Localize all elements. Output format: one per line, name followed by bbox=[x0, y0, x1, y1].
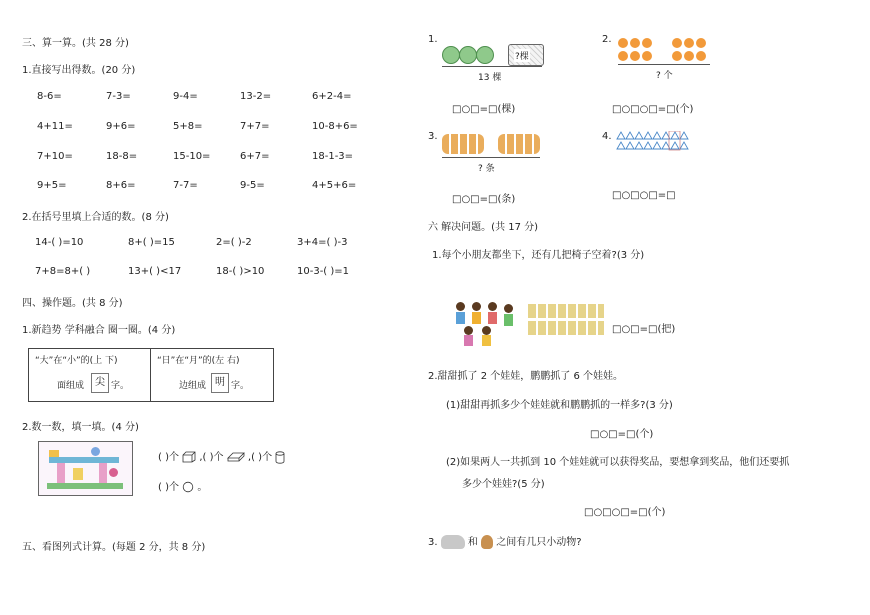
calc-item: 9+6= bbox=[106, 121, 136, 132]
box-left-line1[interactable]: “大”在“小”的(上 下) bbox=[35, 356, 118, 366]
picture-problem-3-number: 3. bbox=[428, 131, 438, 142]
section-3-title: 三、算一算。(共 28 分) bbox=[22, 38, 129, 49]
sphere-icon bbox=[182, 481, 194, 493]
section-6-title: 六 解决问题。(共 17 分) bbox=[428, 222, 539, 233]
calc-item: 4+5+6= bbox=[312, 180, 357, 191]
box-right-line2b: 字。 bbox=[231, 381, 250, 391]
calc-item: 8+6= bbox=[106, 180, 136, 191]
count-sphere-text[interactable]: ( )个 bbox=[158, 482, 179, 493]
picture-problem-4-number: 4. bbox=[602, 131, 612, 142]
fish-total: ? 条 bbox=[478, 164, 495, 174]
box-divider bbox=[150, 349, 151, 401]
count-cube-text[interactable]: ( )个 bbox=[158, 452, 179, 463]
triangles-image bbox=[616, 131, 690, 151]
basket-label: ?棵 bbox=[514, 49, 530, 62]
question-62-1: (1)甜甜再抓多少个娃娃就和鹏鹏抓的一样多?(3 分) bbox=[446, 400, 673, 411]
formula-61[interactable]: □○□=□(把) bbox=[612, 324, 676, 335]
fish-image bbox=[442, 134, 542, 160]
box-left-line2a: 面组成 bbox=[57, 381, 85, 391]
question-62-2-line1: (2)如果两人一共抓到 10 个娃娃就可以获得奖品，要想拿到奖品，他们还要抓 bbox=[446, 457, 790, 468]
calc-item: 7-3= bbox=[106, 91, 131, 102]
question-63-and: 和 bbox=[467, 537, 478, 548]
section-5-title: 五、看图列式计算。(每题 2 分，共 8 分) bbox=[22, 542, 206, 553]
question-42-title: 2.数一数，填一填。(4 分) bbox=[22, 422, 139, 433]
formula-2[interactable]: □○□○□=□(个) bbox=[612, 104, 694, 115]
calc-item: 7-7= bbox=[173, 180, 198, 191]
character-jian: 尖 bbox=[91, 373, 109, 393]
calc-item: 13-2= bbox=[240, 91, 272, 102]
count-sphere-end: 。 bbox=[197, 482, 208, 493]
question-61: 1.每个小朋友都坐下，还有几把椅子空着?(3 分) bbox=[432, 250, 645, 261]
children-image bbox=[452, 300, 520, 348]
calc-item: 6+2-4= bbox=[312, 91, 352, 102]
fill-item[interactable]: 13+( )<17 bbox=[128, 266, 182, 277]
calc-item: 18-8= bbox=[106, 151, 138, 162]
fill-item[interactable]: 8+( )=15 bbox=[128, 237, 175, 248]
fill-item[interactable]: 2=( )-2 bbox=[216, 237, 252, 248]
box-right-line2a: 边组成 bbox=[179, 381, 207, 391]
fill-item[interactable]: 3+4=( )-3 bbox=[297, 237, 348, 248]
box-right-line1[interactable]: “日”在“月”的(左 右) bbox=[157, 356, 240, 366]
question-63 bbox=[428, 533, 582, 549]
formula-62-2[interactable]: □○□○□=□(个) bbox=[584, 507, 666, 518]
question-41-title: 1.新趋势 学科融合 圈一圈。(4 分) bbox=[22, 325, 176, 336]
oranges-total: ? 个 bbox=[656, 71, 673, 81]
fill-item[interactable]: 14-( )=10 bbox=[35, 237, 84, 248]
question-62-2-line2: 多少个娃娃?(5 分) bbox=[462, 479, 545, 490]
count-sphere bbox=[158, 478, 207, 493]
calc-item: 15-10= bbox=[173, 151, 211, 162]
calc-item: 10-8+6= bbox=[312, 121, 358, 132]
formula-1[interactable]: □○□=□(棵) bbox=[452, 104, 516, 115]
chairs-image bbox=[528, 304, 604, 336]
fill-item[interactable]: 10-3-( )=1 bbox=[297, 266, 350, 277]
formula-62-1[interactable]: □○□=□(个) bbox=[590, 429, 654, 440]
cuboid-icon bbox=[227, 452, 245, 462]
cube-icon bbox=[182, 451, 196, 463]
formula-3[interactable]: □○□=□(条) bbox=[452, 194, 516, 205]
count-cylinder-text[interactable]: ,( )个 bbox=[247, 452, 273, 463]
cabbage-image bbox=[442, 42, 544, 68]
calc-item: 4+11= bbox=[37, 121, 73, 132]
calc-item: 5+8= bbox=[173, 121, 203, 132]
section-4-title: 四、操作题。(共 8 分) bbox=[22, 298, 123, 309]
calc-item: 9-5= bbox=[240, 180, 265, 191]
question-63-text: 之间有几只小动物? bbox=[496, 537, 582, 548]
blocks-image bbox=[38, 441, 133, 496]
question-63-number: 3. bbox=[428, 537, 438, 548]
cabbage-total: 13 棵 bbox=[478, 73, 502, 83]
question-1-title: 1.直接写出得数。(20 分) bbox=[22, 65, 136, 76]
count-cube bbox=[158, 448, 285, 464]
calc-item: 9-4= bbox=[173, 91, 198, 102]
oranges-image bbox=[618, 38, 714, 66]
fill-item[interactable]: 7+8=8+( ) bbox=[35, 266, 91, 277]
fill-item[interactable]: 18-( )>10 bbox=[216, 266, 265, 277]
character-ming: 明 bbox=[211, 373, 229, 393]
picture-problem-2-number: 2. bbox=[602, 34, 612, 45]
calc-item: 7+10= bbox=[37, 151, 73, 162]
picture-problem-1-number: 1. bbox=[428, 34, 438, 45]
calc-item: 6+7= bbox=[240, 151, 270, 162]
cylinder-icon bbox=[275, 451, 285, 464]
calc-item: 7+7= bbox=[240, 121, 270, 132]
formula-4[interactable]: □○□○□=□ bbox=[612, 190, 676, 201]
box-left-line2b: 字。 bbox=[111, 381, 130, 391]
question-2-title: 2.在括号里填上合适的数。(8 分) bbox=[22, 212, 169, 223]
question-62: 2.甜甜抓了 2 个娃娃，鹏鹏抓了 6 个娃娃。 bbox=[428, 371, 623, 382]
character-box bbox=[28, 348, 274, 402]
count-cuboid-text[interactable]: ,( )个 bbox=[199, 452, 224, 463]
calc-item: 9+5= bbox=[37, 180, 67, 191]
calc-item: 8-6= bbox=[37, 91, 62, 102]
elephant-icon bbox=[441, 535, 465, 549]
calc-item: 18-1-3= bbox=[312, 151, 354, 162]
monkey-icon bbox=[481, 535, 493, 549]
